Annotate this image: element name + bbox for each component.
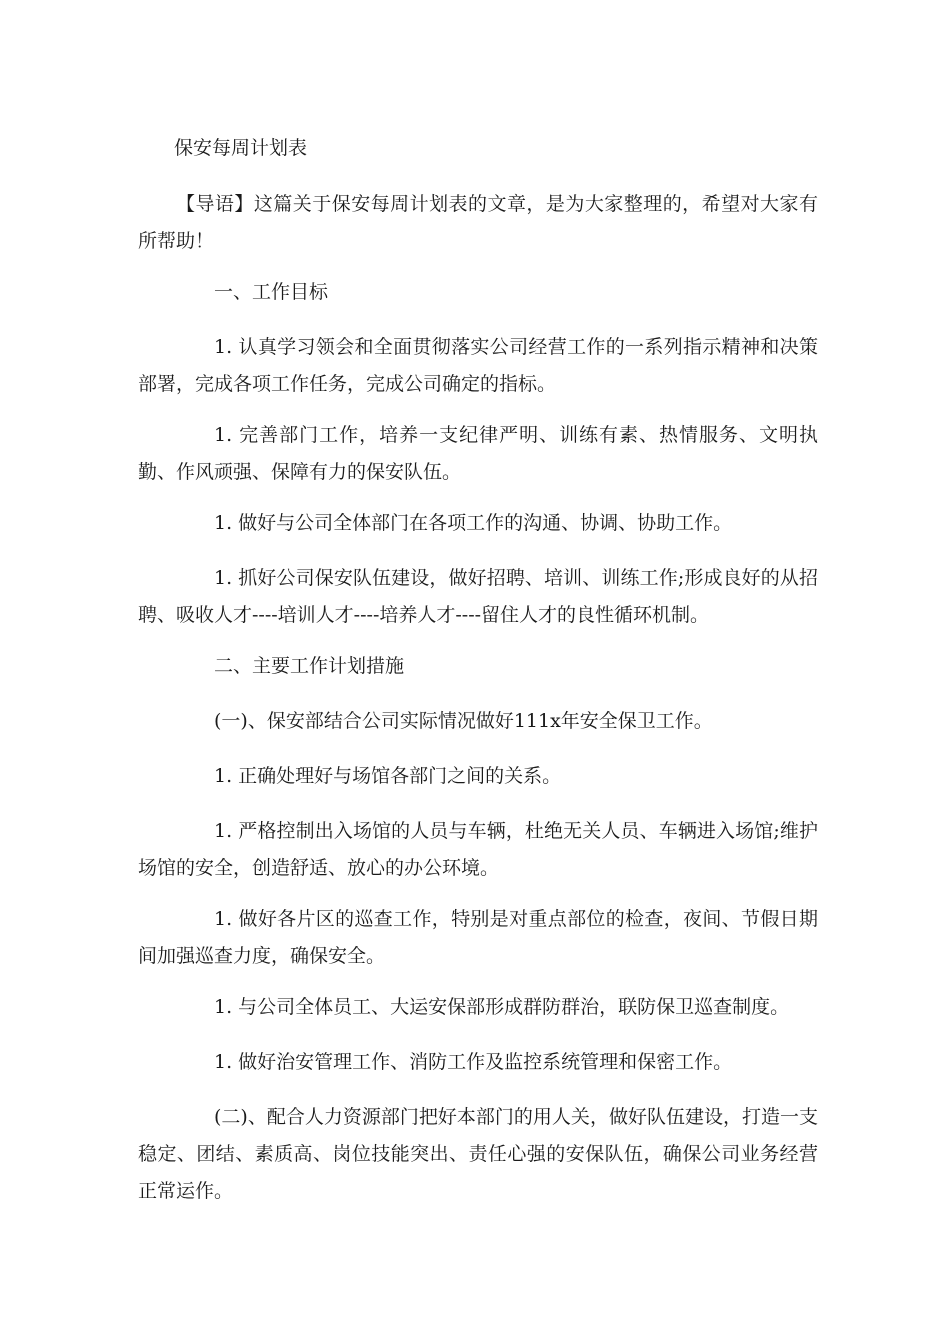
goal-item: 1. 抓好公司保安队伍建设，做好招聘、培训、训练工作;形成良好的从招聘、吸收人才----培训人才----培养人才----留住人才的良性循环机制。 — [138, 567, 818, 626]
measure-item: 1. 做好各片区的巡查工作，特别是对重点部位的检查，夜间、节假日期间加强巡查力度，确保安全。 — [138, 908, 818, 967]
measure-item: 1. 严格控制出入场馆的人员与车辆，杜绝无关人员、车辆进入场馆;维护场馆的安全，创造舒适、放心的办公环境。 — [138, 820, 818, 879]
measure-item: 1. 与公司全体员工、大运安保部形成群防群治，联防保卫巡查制度。 — [214, 996, 790, 1018]
subsection-paragraph: (二)、配合人力资源部门把好本部门的用人关，做好队伍建设，打造一支稳定、团结、素质高、岗位技能突出、责任心强的安保队伍，确保公司业务经营正常运作。 — [138, 1106, 818, 1202]
section-heading-measures: 二、主要工作计划措施 — [214, 655, 405, 677]
intro-paragraph: 【导语】这篇关于保安每周计划表的文章，是为大家整理的，希望对大家有所帮助！ — [138, 193, 818, 252]
document-title: 保安每周计划表 — [174, 137, 308, 159]
section-heading-goals: 一、工作目标 — [214, 281, 329, 303]
goal-item: 1. 完善部门工作，培养一支纪律严明、训练有素、热情服务、文明执勤、作风顽强、保障有力的保安队伍。 — [138, 424, 818, 483]
goal-item: 1. 做好与公司全体部门在各项工作的沟通、协调、协助工作。 — [214, 512, 733, 534]
subsection-heading: (一)、保安部结合公司实际情况做好111x年安全保卫工作。 — [214, 710, 713, 732]
goal-item: 1. 认真学习领会和全面贯彻落实公司经营工作的一系列指示精神和决策部署，完成各项工作任务，完成公司确定的指标。 — [138, 336, 818, 395]
measure-item: 1. 做好治安管理工作、消防工作及监控系统管理和保密工作。 — [214, 1051, 733, 1073]
measure-item: 1. 正确处理好与场馆各部门之间的关系。 — [214, 765, 562, 787]
